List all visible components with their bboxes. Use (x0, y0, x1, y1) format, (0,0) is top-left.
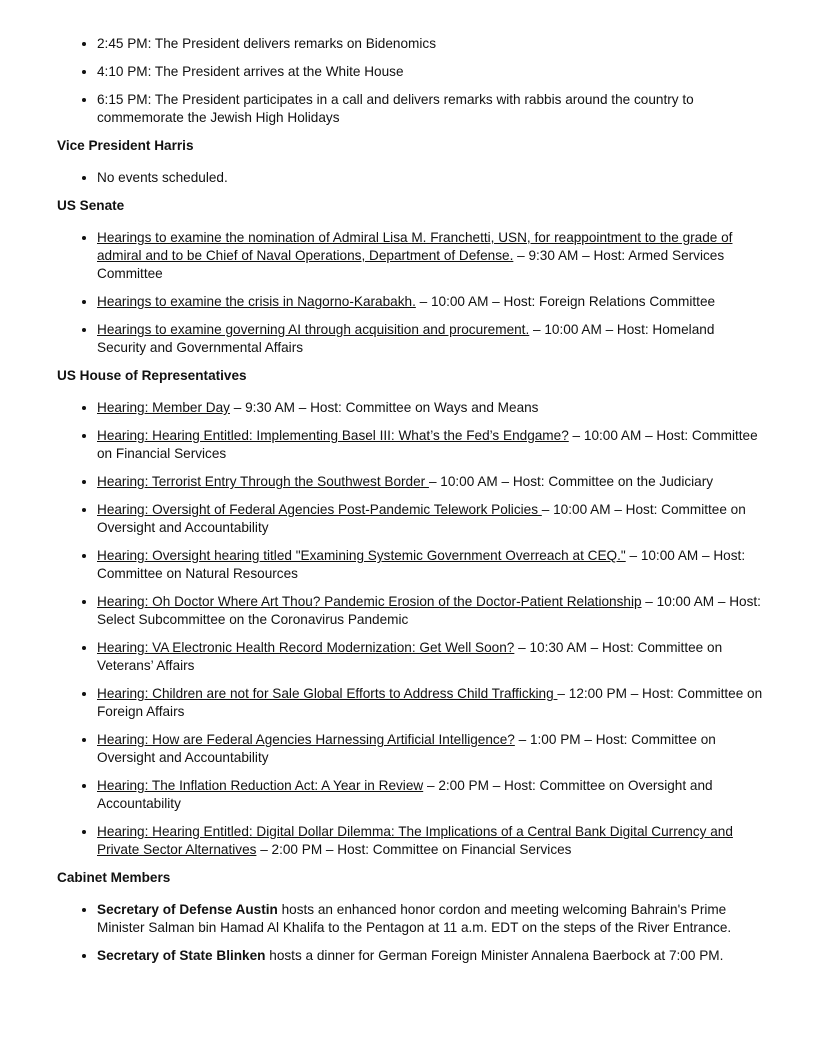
list-item (97, 823, 764, 859)
cabinet-event-detail: hosts an enhanced honor cordon and meeting welcoming Bahrain's Prime Minister Salman bin Hamad Al Khalifa to the Pentagon at 11 a.m. EDT on the steps of the River Entrance. (97, 902, 732, 935)
list-item (97, 501, 764, 537)
vp-heading: Vice President Harris (57, 138, 194, 153)
house-heading: US House of Representatives (57, 368, 247, 383)
hearing-link[interactable]: Hearing: Hearing Entitled: Implementing Basel III: What’s the Fed’s Endgame? (97, 428, 569, 443)
hearing-link[interactable]: Hearing: Oh Doctor Where Art Thou? Pandemic Erosion of the Doctor-Patient Relationship (97, 594, 642, 609)
list-item (97, 593, 764, 629)
hearing-link[interactable]: Hearing: Oversight of Federal Agencies Post-Pandemic Telework Policies (97, 502, 542, 517)
list-item: • 2:45 PM: The President delivers remarks on Bidenomics (97, 35, 764, 53)
list-item (97, 547, 764, 583)
list-item (97, 399, 764, 417)
house-hearings-list (57, 399, 764, 859)
hearing-detail: – 9:30 AM – Host: Armed Services Committee (97, 248, 725, 281)
hearing-detail: – 10:00 AM – Host: Homeland Security and Governmental Affairs (97, 322, 715, 355)
cabinet-list (57, 901, 764, 965)
list-item (97, 473, 764, 491)
senate-heading: US Senate (57, 198, 125, 213)
hearing-link[interactable]: Hearing: Terrorist Entry Through the Southwest Border (97, 474, 429, 489)
hearing-detail: – 10:00 AM – Host: Select Subcommittee on the Coronavirus Pandemic (97, 594, 761, 627)
hearing-detail: – 9:30 AM – Host: Committee on Ways and Means (229, 400, 539, 415)
hearing-detail: – 10:00 AM – Host: Committee on the Judiciary (428, 474, 714, 489)
list-item (97, 229, 764, 283)
list-item (97, 777, 764, 813)
hearing-detail: – 2:00 PM – Host: Committee on Financial Services (256, 842, 572, 857)
list-item: • 4:10 PM: The President arrives at the White House (97, 63, 764, 81)
hearing-link[interactable]: Hearing: Children are not for Sale Global Efforts to Address Child Trafficking (97, 686, 558, 701)
list-item: • No events scheduled. (97, 169, 764, 187)
list-item (97, 321, 764, 357)
list-item (97, 427, 764, 463)
president-events-list (57, 35, 764, 127)
cabinet-member-name: Secretary of Defense Austin (97, 902, 278, 917)
hearing-link[interactable]: Hearings to examine governing AI through acquisition and procurement. (97, 322, 530, 337)
hearing-detail: – 2:00 PM – Host: Committee on Oversight and Accountability (97, 778, 713, 811)
hearing-link[interactable]: Hearing: VA Electronic Health Record Modernization: Get Well Soon? (97, 640, 515, 655)
hearing-link[interactable]: Hearing: Oversight hearing titled "Examining Systemic Government Overreach at CEQ." (97, 548, 626, 563)
list-item (97, 639, 764, 675)
hearing-detail: – 10:00 AM – Host: Committee on Oversight and Accountability (97, 502, 746, 535)
list-item (97, 901, 764, 937)
hearing-link[interactable]: Hearing: The Inflation Reduction Act: A Year in Review (97, 778, 424, 793)
cabinet-member-name: Secretary of State Blinken (97, 948, 266, 963)
list-item (97, 947, 764, 965)
senate-hearings-list (57, 229, 764, 357)
hearing-link[interactable]: Hearing: Hearing Entitled: Digital Dollar Dilemma: The Implications of a Central Bank Digital Currency and Private Sector Alternatives (97, 824, 733, 857)
hearing-detail: – 1:00 PM – Host: Committee on Oversight and Accountability (97, 732, 716, 765)
hearing-link[interactable]: Hearing: Member Day (97, 400, 230, 415)
hearing-detail: – 10:00 AM – Host: Committee on Financial Services (97, 428, 758, 461)
list-item (97, 731, 764, 767)
hearing-detail: – 10:30 AM – Host: Committee on Veterans’ Affairs (97, 640, 723, 673)
vp-events-list (57, 169, 764, 187)
hearing-link[interactable]: Hearing: How are Federal Agencies Harnessing Artificial Intelligence? (97, 732, 515, 747)
hearing-detail: – 10:00 AM – Host: Foreign Relations Committee (415, 294, 716, 309)
hearing-link[interactable]: Hearings to examine the nomination of Admiral Lisa M. Franchetti, USN, for reappointment to the grade of admiral and to be Chief of Naval Operations, Department of Defense. (97, 230, 733, 263)
cabinet-heading: Cabinet Members (57, 870, 171, 885)
list-item (97, 685, 764, 721)
cabinet-event-detail: hosts a dinner for German Foreign Minister Annalena Baerbock at 7:00 PM. (265, 948, 724, 963)
list-item: • 6:15 PM: The President participates in a call and delivers remarks with rabbis around the country to commemorate the Jewish High Holidays (97, 91, 764, 127)
hearing-link[interactable]: Hearings to examine the crisis in Nagorno-Karabakh. (97, 294, 416, 309)
hearing-detail: – 10:00 AM – Host: Committee on Natural Resources (97, 548, 746, 581)
hearing-detail: – 12:00 PM – Host: Committee on Foreign Affairs (97, 686, 763, 719)
list-item (97, 293, 764, 311)
